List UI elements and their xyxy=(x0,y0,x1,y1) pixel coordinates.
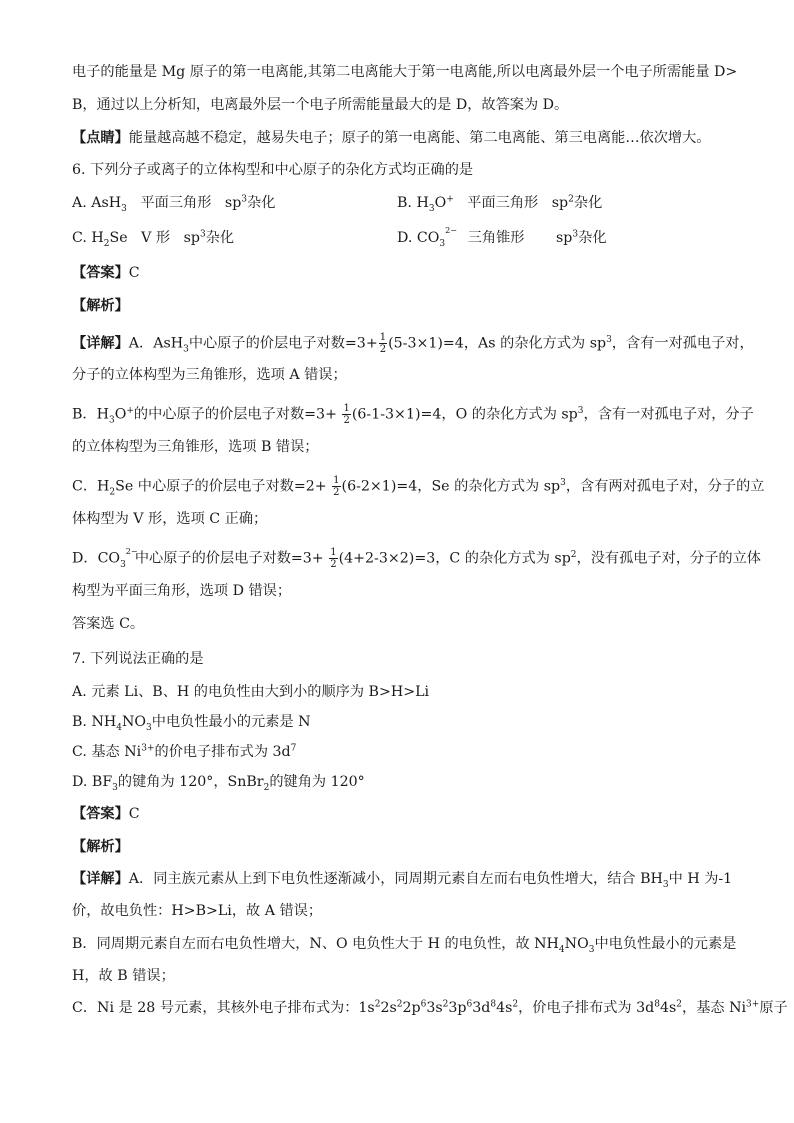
fraction-half: $\frac{1}{2}$ xyxy=(330,547,337,570)
q6-detail-a-cont: 分子的立体构型为三角锥形，选项 A 错误； xyxy=(72,367,347,383)
q6-conclusion: 答案选 C。 xyxy=(72,616,145,632)
q7-detail-b: B．同周期元素自左而右电负性增大，N、O 电负性大于 H 的电负性，故 $NH_4NO_3$中电负性最小的元素是 xyxy=(72,936,737,955)
q6-option-c: C. $H_2Se$ V 形 $sp^3$杂化 xyxy=(72,229,235,249)
q6-detail-d-cont: 构型为平面三角形，选项 D 错误； xyxy=(72,583,292,599)
q7-option-a: A. 元素 Li、B、H 的电负性由大到小的顺序为 B>H>Li xyxy=(72,684,430,700)
fraction-half: $\frac{1}{2}$ xyxy=(333,475,340,498)
q6-option-b: B. $H_3O^+$ 平面三角形 $sp^2$杂化 xyxy=(397,194,603,214)
q7-detail-a: 【详解】A．同主族元素从上到下电负性逐渐减小，同周期元素自左而右电负性增大，结合 $BH_3$中 H 为-1 xyxy=(72,871,733,890)
tip-line xyxy=(72,128,710,148)
q6-analysis-tag: 【解析】 xyxy=(72,298,129,314)
q6-answer: 【答案】C xyxy=(72,265,140,281)
q6-detail-b: B．$H_3O^+$的中心原子的价层电子对数=3+ $\frac{1}{2}$ (6-1-3×1)=4，O 的杂化方式为 $sp^3$，含有一对孤电子对，分子 xyxy=(72,403,754,426)
tip-tag: 【点睛】 xyxy=(72,130,129,146)
q7-option-c: C. 基态 $Ni^{3+}$的价电子排布式为 $3d^7$ xyxy=(72,743,297,760)
text-line: 电子的能量是 Mg 原子的第一电离能,其第二电离能大于第一电离能,所以电离最外层一个电子所需能量 D> xyxy=(72,64,738,80)
q7-stem: 7. 下列说法正确的是 xyxy=(72,651,204,667)
fraction-half: $\frac{1}{2}$ xyxy=(379,332,387,355)
q7-analysis-tag: 【解析】 xyxy=(72,839,129,855)
q7-detail-b-cont: H，故 B 错误； xyxy=(72,968,175,984)
text-line: B，通过以上分析知，电离最外层一个电子所需能量最大的是 D，故答案为 D。 xyxy=(72,97,569,113)
q7-option-b: B. $NH_4NO_3$中电负性最小的元素是 N xyxy=(72,714,311,733)
fraction-half: $\frac{1}{2}$ xyxy=(343,403,350,426)
q6-detail-c: C．$H_2Se$ 中心原子的价层电子对数=2+ $\frac{1}{2}$ (6-2×1)=4，Se 的杂化方式为 $sp^3$，含有两对孤电子对，分子的立 xyxy=(72,475,765,498)
q6-detail-b-cont: 的立体构型为三角锥形，选项 B 错误； xyxy=(72,439,319,455)
q7-option-d: D. $BF_3$的键角为 120°，SnBr$_2$的键角为 120° xyxy=(72,774,365,793)
q7-detail-a-cont: 价，故电负性：H>B>Li，故 A 错误； xyxy=(72,903,323,919)
q6-option-d: D. $CO_3$ 2− 三角锥形 $sp^3$杂化 xyxy=(397,226,607,249)
tip-text: 能量越高越不稳定，越易失电子；原子的第一电离能、第二电离能、第三电离能…依次增大。 xyxy=(128,130,711,146)
q6-stem: 6. 下列分子或离子的立体构型和中心原子的杂化方式均正确的是 xyxy=(72,162,474,178)
q6-detail-a: 【详解】A．AsH$_3$中心原子的价层电子对数=3+ $\frac{1}{2}$ (5-3×1)=4，As 的杂化方式为 $sp^3$，含有一对孤电子对， xyxy=(72,332,754,355)
q7-answer: 【答案】C xyxy=(72,806,140,822)
q6-detail-c-cont: 体构型为 V 形，选项 C 正确； xyxy=(72,511,268,527)
q6-detail-d: D．$CO_3$ 2− 中心原子的价层电子对数=3+ $\frac{1}{2}$ (4+2-3×2)=3，C 的杂化方式为 $sp^2$，没有孤电子对，分子的立体 xyxy=(72,546,761,570)
q7-detail-c: C．Ni 是 28 号元素，其核外电子排布式为：$1s^22s^22p^63s^23p^63d^84s^2$，价电子排布式为 $3d^84s^2$，基态 $Ni^{3+}$原子 xyxy=(72,999,788,1016)
q6-option-a: A. AsH$_3$ 平面三角形 $sp^3$杂化 xyxy=(72,194,276,214)
